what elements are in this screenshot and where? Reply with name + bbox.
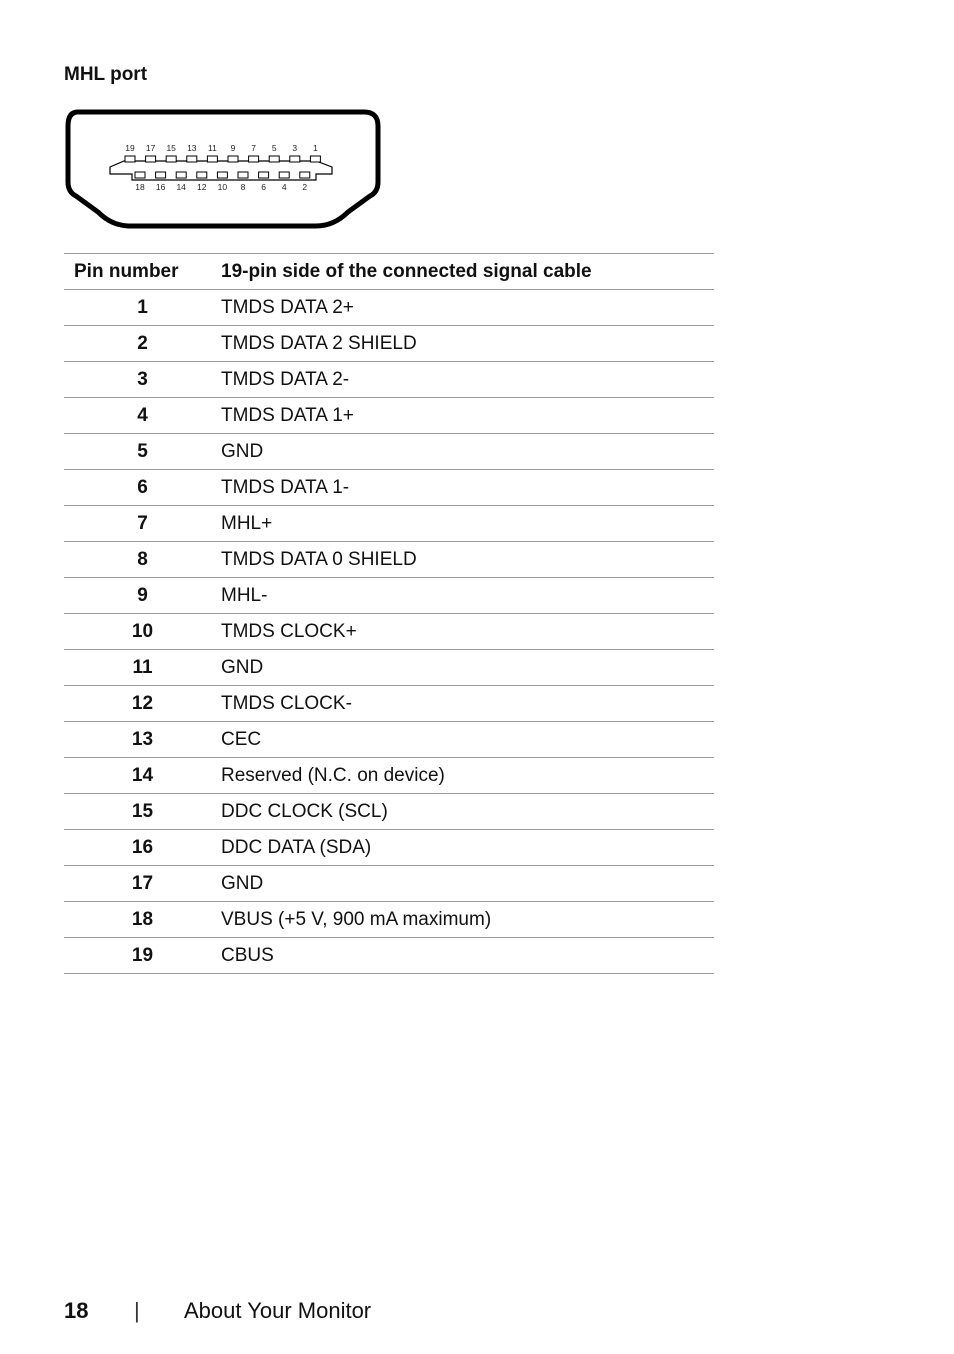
- signal-name-cell: TMDS CLOCK-: [221, 686, 714, 722]
- top-pin-label: 15: [166, 143, 176, 153]
- top-pin-contact: [310, 156, 320, 162]
- pin-number-cell: 17: [64, 866, 221, 902]
- bottom-pin-label: 12: [197, 182, 207, 192]
- bottom-pin-contact: [279, 172, 289, 178]
- top-pin-label: 11: [207, 143, 217, 153]
- bottom-pin-contact: [300, 172, 310, 178]
- table-row: [64, 434, 714, 470]
- table-row: [64, 722, 714, 758]
- table-row: [64, 614, 714, 650]
- signal-name-cell: TMDS DATA 2-: [221, 362, 714, 398]
- pin-number-cell: 8: [64, 542, 221, 578]
- signal-name-cell: DDC CLOCK (SCL): [221, 794, 714, 830]
- bottom-pin-label: 10: [217, 182, 228, 192]
- signal-name-cell: TMDS DATA 2+: [221, 290, 714, 326]
- signal-name-cell: TMDS DATA 0 SHIELD: [221, 542, 714, 578]
- table-row: [64, 398, 714, 434]
- bottom-pin-contact: [197, 172, 207, 178]
- bottom-pin-contact: [156, 172, 166, 178]
- table-row: [64, 578, 714, 614]
- table-row: [64, 650, 714, 686]
- top-pin-label: 9: [230, 143, 236, 153]
- header-pin-number: Pin number: [64, 254, 221, 290]
- table-row: [64, 938, 714, 974]
- bottom-pin-label: 6: [261, 182, 266, 192]
- signal-name-cell: DDC DATA (SDA): [221, 830, 714, 866]
- signal-name-cell: MHL-: [221, 578, 714, 614]
- top-pin-contact: [249, 156, 259, 162]
- signal-name-cell: CBUS: [221, 938, 714, 974]
- top-pin-contact: [187, 156, 197, 162]
- page-footer: [64, 1298, 371, 1324]
- pin-number-cell: 5: [64, 434, 221, 470]
- bottom-pin-contact: [259, 172, 269, 178]
- pin-number-cell: 7: [64, 506, 221, 542]
- table-row: [64, 794, 714, 830]
- footer-separator: |: [134, 1298, 140, 1323]
- bottom-pin-label: 14: [176, 182, 186, 192]
- bottom-pin-label: 16: [155, 182, 166, 192]
- pin-number-cell: 14: [64, 758, 221, 794]
- header-signal: 19-pin side of the connected signal cable: [221, 254, 714, 290]
- top-pin-contact: [207, 156, 217, 162]
- pin-number-cell: 12: [64, 686, 221, 722]
- table-header-row: [64, 254, 714, 290]
- signal-name-cell: GND: [221, 434, 714, 470]
- signal-name-cell: VBUS (+5 V, 900 mA maximum): [221, 902, 714, 938]
- table-row: [64, 506, 714, 542]
- table-row: [64, 326, 714, 362]
- bottom-pin-contact: [176, 172, 186, 178]
- table-row: [64, 470, 714, 506]
- pin-number-cell: 15: [64, 794, 221, 830]
- table-row: [64, 290, 714, 326]
- top-pin-label: 5: [271, 143, 277, 153]
- bottom-pin-label: 2: [302, 182, 308, 192]
- top-pin-contact: [125, 156, 135, 162]
- signal-name-cell: Reserved (N.C. on device): [221, 758, 714, 794]
- bottom-pin-contact: [135, 172, 145, 178]
- table-row: [64, 542, 714, 578]
- top-pin-label: 3: [292, 143, 298, 153]
- top-pin-contact: [290, 156, 300, 162]
- pin-number-cell: 13: [64, 722, 221, 758]
- pin-number-cell: 3: [64, 362, 221, 398]
- top-pin-label: 1: [313, 143, 318, 153]
- signal-name-cell: CEC: [221, 722, 714, 758]
- table-row: [64, 866, 714, 902]
- pin-number-cell: 2: [64, 326, 221, 362]
- signal-name-cell: TMDS CLOCK+: [221, 614, 714, 650]
- top-pin-contact: [228, 156, 238, 162]
- bottom-pin-label: 18: [135, 182, 145, 192]
- pin-number-cell: 18: [64, 902, 221, 938]
- pin-number-cell: 10: [64, 614, 221, 650]
- top-pin-contact: [269, 156, 279, 162]
- table-row: [64, 758, 714, 794]
- pin-number-cell: 9: [64, 578, 221, 614]
- bottom-pin-contact: [217, 172, 227, 178]
- pin-number-cell: 1: [64, 290, 221, 326]
- signal-name-cell: TMDS DATA 2 SHIELD: [221, 326, 714, 362]
- bottom-pin-label: 8: [240, 182, 246, 192]
- signal-name-cell: TMDS DATA 1+: [221, 398, 714, 434]
- table-row: [64, 902, 714, 938]
- top-pin-contact: [146, 156, 156, 162]
- mhl-connector-diagram: [64, 108, 382, 230]
- signal-name-cell: GND: [221, 650, 714, 686]
- signal-name-cell: TMDS DATA 1-: [221, 470, 714, 506]
- pin-number-cell: 16: [64, 830, 221, 866]
- top-pin-label: 13: [187, 143, 197, 153]
- top-pin-label: 17: [145, 143, 156, 153]
- bottom-pin-contact: [238, 172, 248, 178]
- section-title: MHL port: [64, 64, 148, 85]
- table-row: [64, 830, 714, 866]
- pin-number-cell: 4: [64, 398, 221, 434]
- pin-number-cell: 6: [64, 470, 221, 506]
- signal-name-cell: GND: [221, 866, 714, 902]
- top-pin-label: 7: [251, 143, 256, 153]
- footer-section-name: About Your Monitor: [184, 1298, 372, 1323]
- top-pin-label: 19: [125, 143, 135, 153]
- pin-number-cell: 11: [64, 650, 221, 686]
- signal-name-cell: MHL+: [221, 506, 714, 542]
- table-row: [64, 686, 714, 722]
- pin-number-cell: 19: [64, 938, 221, 974]
- page-number: 18: [64, 1298, 89, 1323]
- top-pin-contact: [166, 156, 176, 162]
- bottom-pin-label: 4: [281, 182, 287, 192]
- pin-assignment-table: [64, 253, 714, 974]
- table-row: [64, 362, 714, 398]
